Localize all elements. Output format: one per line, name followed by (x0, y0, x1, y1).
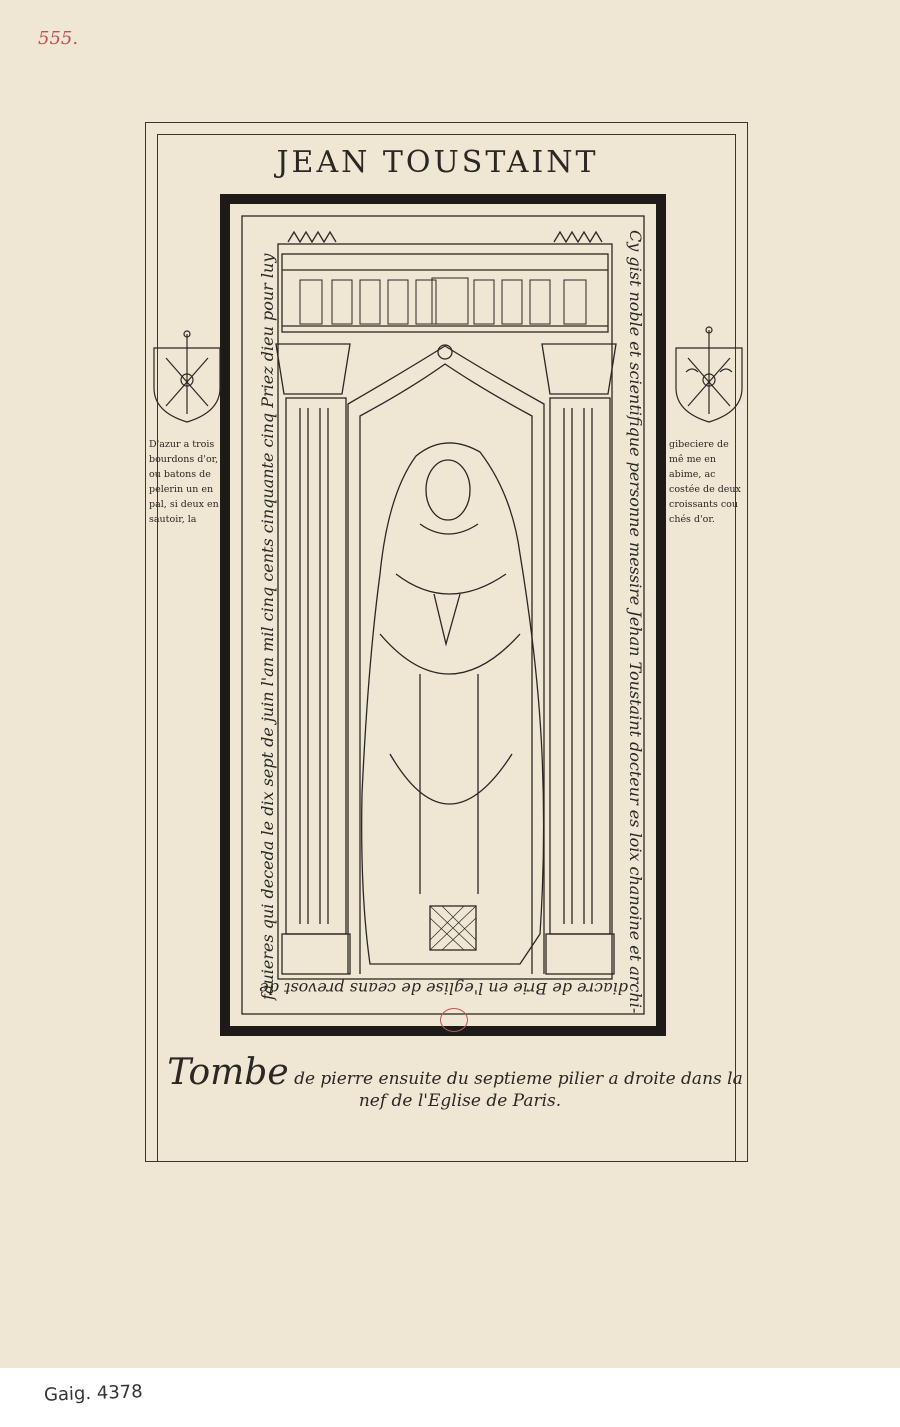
caption-line-1 (165, 1052, 745, 1093)
coat-of-arms-right-icon (672, 326, 746, 426)
caption-line-1-text: de pierre ensuite du septieme pilier a droite dans la (288, 1069, 743, 1089)
inscription-bottom: diacre de Brie en l'eglise de ceans prevost de (259, 979, 628, 998)
blazon-text-right: gibeciere de mê me en abime, ac costée de deux croissants cou chés d'or. (669, 439, 741, 525)
coat-of-arms-left-icon (150, 326, 224, 426)
caption-line-2: nef de l'Eglise de Paris. (358, 1091, 562, 1111)
caption (165, 1052, 745, 1111)
library-stamp (440, 1008, 468, 1032)
corner-number: 555. (38, 28, 79, 49)
inscription-left: fauieres qui deceda le dix sept de juin l'an mil cinq cents cinquante cinq Priez dieu pour luy (258, 253, 277, 1000)
page-title: JEAN TOUSTAINT (276, 145, 599, 180)
tomb-effigy-drawing (220, 194, 666, 1036)
shelfmark-label: Gaig. 4378 (43, 1381, 144, 1406)
caption-lead-word: Tombe (167, 1052, 289, 1093)
blazon-text-left: D'azur a trois bourdons d'or, ou batons de pelerin un en pal, si deux en sautoir, la (149, 439, 219, 525)
inscription-right: Cy gist noble et scientifique personne messire Jehan Toustaint docteur es loix chanoine et archi- (626, 230, 645, 1014)
